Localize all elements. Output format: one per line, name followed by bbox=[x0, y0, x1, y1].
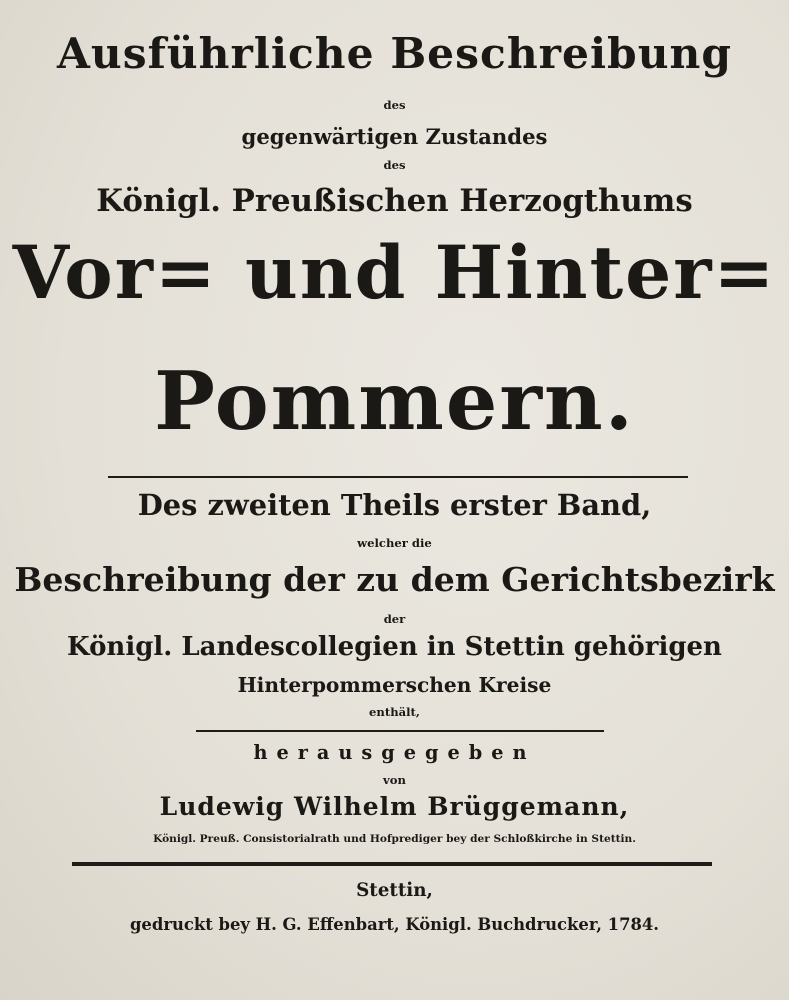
line-18: Königl. Preuß. Consistorialrath und Hofprediger bey der Schloßkirche in Stettin. bbox=[153, 833, 636, 845]
rule-3 bbox=[72, 862, 712, 866]
line-4: des bbox=[383, 158, 406, 172]
line-19: Stettin, bbox=[356, 880, 433, 901]
line-8: Des zweiten Theils erster Band, bbox=[137, 488, 652, 522]
line-13: Hinterpommerschen Kreise bbox=[237, 673, 552, 697]
line-11: der bbox=[383, 612, 406, 626]
line-7: Pommern. bbox=[154, 354, 635, 449]
line-17: Ludewig Wilhelm Brüggemann, bbox=[159, 792, 630, 821]
line-14: enthält, bbox=[369, 705, 420, 719]
line-6: Vor= und Hinter= bbox=[12, 231, 777, 316]
line-2: des bbox=[383, 98, 406, 112]
line-9: welcher die bbox=[357, 536, 432, 550]
line-3: gegenwärtigen Zustandes bbox=[241, 124, 548, 149]
line-10: Beschreibung der zu dem Gerichtsbezirk bbox=[14, 560, 775, 599]
line-15: herausgegeben bbox=[253, 741, 536, 764]
line-1: Ausführliche Beschreibung bbox=[57, 28, 732, 78]
line-5: Königl. Preußischen Herzogthums bbox=[96, 183, 693, 219]
line-12: Königl. Landescollegien in Stettin gehörigen bbox=[67, 632, 722, 662]
rule-2 bbox=[196, 730, 604, 732]
line-16: von bbox=[383, 773, 406, 787]
rule-1 bbox=[108, 476, 688, 478]
line-20: gedruckt bey H. G. Effenbart, Königl. Buchdrucker, 1784. bbox=[129, 915, 660, 934]
